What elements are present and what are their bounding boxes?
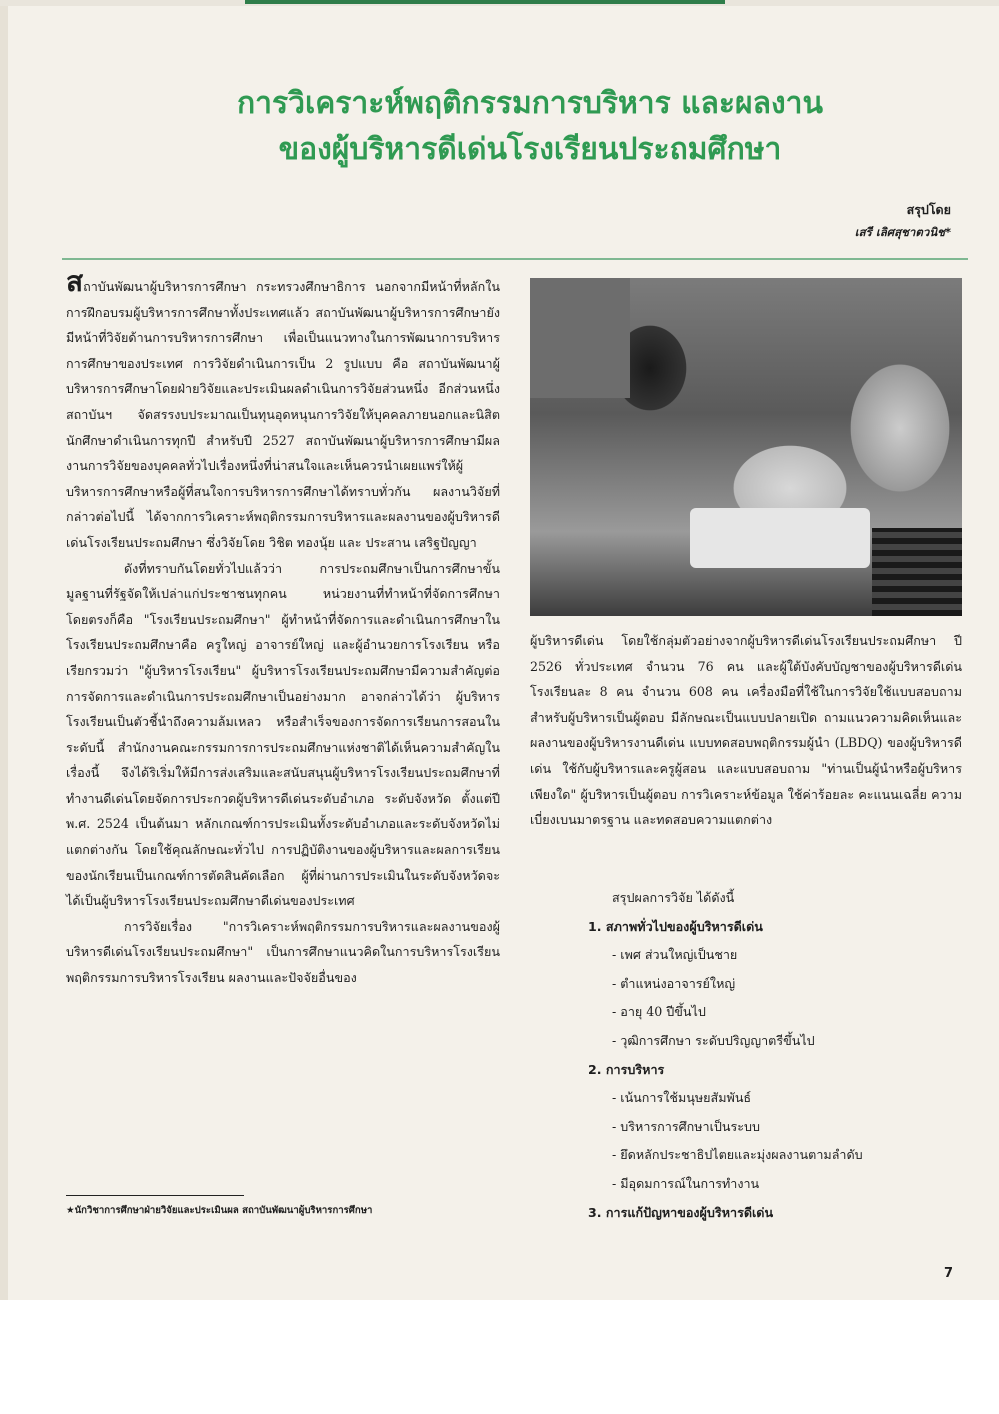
page-number: 7	[944, 1266, 954, 1281]
right-column	[530, 628, 962, 833]
summary-list	[530, 884, 863, 1227]
paragraph-intro-text: ถาบันพัฒนาผู้บริหารการศึกษา กระทรวงศึกษาธิการ นอกจากมีหน้าที่หลักในการฝึกอบรมผู้บริหารการศึกษาทั้งประเทศแล้ว สถาบันพัฒนาผู้บริหารการศึกษายังมีหน้าที่วิจัยด้านการบริหารการศึกษา เพื่อเป็นแนวทางในการพัฒนาการบริหารการศึกษาของประเทศ การวิจัยดำเนินการเป็น 2 รูปแบบ คือ สถาบันพัฒนาผู้บริหารการศึกษาโดยฝ่ายวิจัยและประเมินผลดำเนินการวิจัยส่วนหนึ่ง อีกส่วนหนึ่ง สถาบันฯ จัดสรรงบประมาณเป็นทุนอุดหนุนการวิจัยให้บุคคลภายนอกและนิสิตนักศึกษาดำเนินการทุกปี สำหรับปี 2527 สถาบันพัฒนาผู้บริหารการศึกษามีผลงานการวิจัยของบุคคลทั่วไปเรื่องหนึ่งที่น่าสนใจและเห็นควรนำเผยแพร่ให้ผู้บริหารการศึกษาหรือผู้ที่สนใจการบริหารการศึกษาได้ทราบทั่วกัน ผลงานวิจัยที่กล่าวต่อไปนี้ ได้จากการวิเคราะห์พฤติกรรมการบริหารและผลงานของผู้บริหารดีเด่นโรงเรียนประถมศึกษา ซึ่งวิจัยโดย วิชิต ทองนุ้ย และ ประสาน เสริฐปัญญา	[66, 279, 500, 550]
section-2-heading: 2. การบริหาร	[588, 1061, 665, 1077]
paragraph-background: ดังที่ทราบกันโดยทั่วไปแล้วว่า การประถมศึกษาเป็นการศึกษาขั้นมูลฐานที่รัฐจัดให้เปล่าแก่ประชาชนทุกคน หน่วยงานที่ทำหน้าที่จัดการศึกษาโดยตรงก็คือ "โรงเรียนประถมศึกษา" ผู้ทำหน้าที่จัดการและดำเนินการศึกษาในโรงเรียนประถมศึกษาคือ ครูใหญ่ อาจารย์ใหญ่ และผู้อำนวยการโรงเรียน หรือเรียกรวมว่า "ผู้บริหารโรงเรียน" ผู้บริหารโรงเรียนประถมศึกษามีความสำคัญต่อการจัดการและดำเนินการประถมศึกษาเป็นอย่างมาก อาจกล่าวได้ว่า ผู้บริหารโรงเรียนเป็นตัวชี้นำถึงความล้มเหลว หรือสำเร็จของการจัดการเรียนการสอนในระดับนี้ สำนักงานคณะกรรมการการประถมศึกษาแห่งชาติได้เห็นความสำคัญในเรื่องนี้ จึงได้ริเริ่มให้มีการส่งเสริมและสนับสนุนผู้บริหารโรงเรียนประถมศึกษาที่ทำงานดีเด่นโดยจัดการประกวดผู้บริหารดีเด่นระดับอำเภอ ระดับจังหวัด ตั้งแต่ปี พ.ศ. 2524 เป็นต้นมา หลักเกณฑ์การประเมินทั้งระดับอำเภอและระดับจังหวัดไม่แตกต่างกัน โดยใช้คุณลักษณะทั่วไป การปฏิบัติงานของผู้บริหารและผลการเรียนของนักเรียนเป็นเกณฑ์การตัดสินคัดเลือก ผู้ที่ผ่านการประเมินในระดับจังหวัดจะได้เป็นผู้บริหารโรงเรียนประถมศึกษาดีเด่นของประเทศ	[66, 560, 500, 909]
title-divider	[62, 258, 968, 260]
list-item: - บริหารการศึกษาเป็นระบบ	[612, 1118, 761, 1134]
footnote: ★นักวิชาการศึกษาฝ่ายวิจัยและประเมินผล สถาบันพัฒนาผู้บริหารการศึกษา	[66, 1205, 373, 1216]
paragraph-research: การวิจัยเรื่อง "การวิเคราะห์พฤติกรรมการบริหารและผลงานของผู้บริหารดีเด่นโรงเรียนประถมศึกษา" เป็นการศึกษาแนวคิดในการบริหารโรงเรียน พฤติกรรมการบริหารโรงเรียน ผลงานและปัจจัยอื่นของ	[66, 918, 500, 986]
page-bottom-margin	[0, 1300, 999, 1414]
paragraph-method: ผู้บริหารดีเด่น โดยใช้กลุ่มตัวอย่างจากผู้บริหารดีเด่นโรงเรียนประถมศึกษา ปี 2526 ทั่วประเทศ จำนวน 76 คน และผู้ใต้บังคับบัญชาของผู้บริหารดีเด่นโรงเรียนละ 8 คน จำนวน 608 คน เครื่องมือที่ใช้ในการวิจัยใช้แบบสอบถาม สำหรับผู้บริหารเป็นผู้ตอบ มีลักษณะเป็นแบบปลายเปิด ถามแนวความคิดเห็นและผลงานของผู้บริหารงานดีเด่น แบบทดสอบพฤติกรรมผู้นำ (LBDQ) ของผู้บริหารดีเด่น ใช้กับผู้บริหารและครูผู้สอน และแบบสอบถาม "ท่านเป็นผู้นำหรือผู้บริหารเพียงใด" ผู้บริหารเป็นผู้ตอบ การวิเคราะห์ข้อมูล ใช้ค่าร้อยละ คะแนนเฉลี่ย ความเบี่ยงเบนมาตรฐาน และทดสอบความแตกต่าง	[530, 633, 962, 828]
summary-intro: สรุปผลการวิจัย ได้ดังนี้	[612, 890, 735, 905]
list-item: - เพศ ส่วนใหญ่เป็นชาย	[612, 947, 738, 963]
paragraph-intro	[66, 265, 500, 556]
list-item: - วุฒิการศึกษา ระดับปริญญาตรีขึ้นไป	[612, 1032, 815, 1048]
list-item: - ตำแหน่งอาจารย์ใหญ่	[612, 975, 736, 991]
article-title-line-1: การวิเคราะห์พฤติกรรมการบริหาร และผลงาน	[237, 86, 823, 121]
section-1-heading: 1. สภาพทั่วไปของผู้บริหารดีเด่น	[588, 918, 763, 934]
section-3-heading: 3. การแก้ปัญหาของผู้บริหารดีเด่น	[588, 1204, 774, 1220]
byline-author: เสรี เลิศสุชาตวนิช*	[854, 225, 951, 239]
article-photo	[530, 278, 962, 616]
list-item: - อายุ 40 ปีขึ้นไป	[612, 1004, 706, 1020]
list-item: - มีอุดมการณ์ในการทำงาน	[612, 1175, 760, 1191]
byline-label: สรุปโดย	[906, 202, 951, 217]
article-title-line-2: ของผู้บริหารดีเด่นโรงเรียนประถมศึกษา	[278, 132, 782, 167]
footnote-divider	[66, 1195, 244, 1196]
left-column	[66, 265, 500, 991]
top-border	[0, 0, 999, 6]
page-edge-shadow	[0, 0, 8, 1414]
drop-cap: ส	[66, 265, 84, 298]
list-item: - ยึดหลักประชาธิปไตยและมุ่งผลงานตามลำดับ	[612, 1147, 863, 1163]
list-item: - เน้นการใช้มนุษยสัมพันธ์	[612, 1090, 752, 1106]
